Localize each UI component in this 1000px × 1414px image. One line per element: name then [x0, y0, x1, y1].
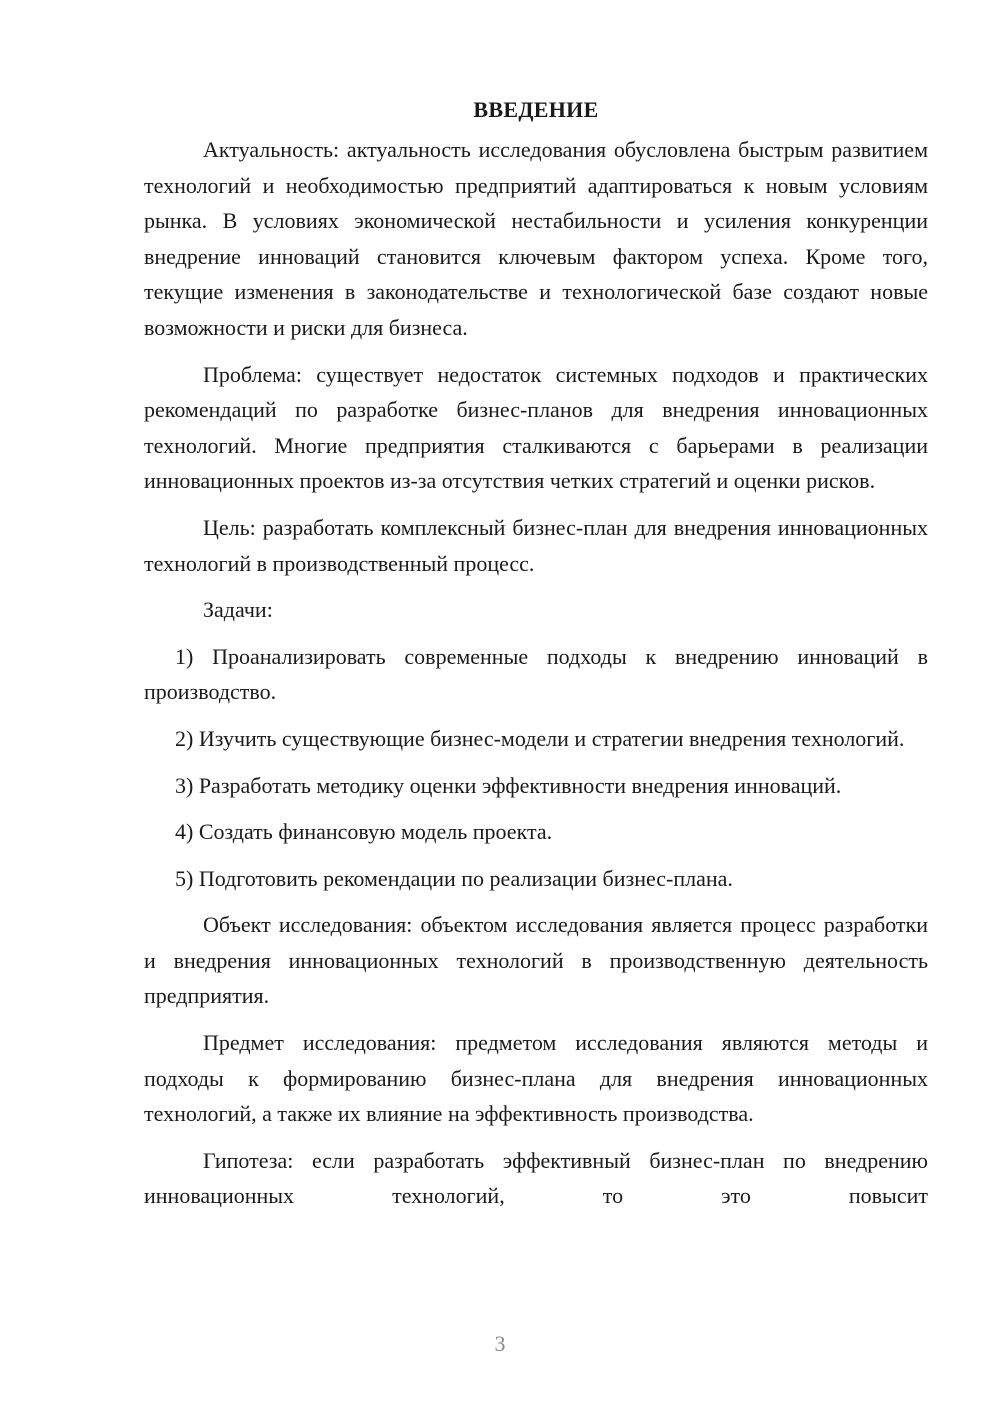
page-number: 3	[494, 1331, 506, 1356]
task-item-3: 3) Разработать методику оценки эффективности внедрения инноваций.	[175, 772, 842, 798]
task-item-5: 5) Подготовить рекомендации по реализации бизнес-плана.	[175, 865, 733, 891]
paragraph-subject: Предмет исследования: предметом исследования являются методы и подходы к формированию бизнес-плана для внедрения инновационных технологий, а также их влияние на эффективность производства.	[144, 1030, 928, 1127]
task-item-2: 2) Изучить существующие бизнес-модели и стратегии внедрения технологий.	[175, 725, 905, 751]
paragraph-object: Объект исследования: объектом исследования является процесс разработки и внедрения инновационных технологий в производственную деятельность предприятия.	[144, 912, 928, 1009]
page-content	[144, 92, 928, 1225]
task-item-1: 1) Проанализировать современные подходы к внедрению инноваций в производство.	[144, 643, 928, 705]
section-heading: ВВЕДЕНИЕ	[473, 97, 599, 122]
paragraph-goal: Цель: разработать комплексный бизнес-план для внедрения инновационных технологий в производственный процесс.	[144, 514, 928, 576]
paragraph-hypothesis: Гипотеза: если разработать эффективный бизнес-план по внедрению инновационных технологий, то это повысит	[144, 1147, 928, 1209]
paragraph-relevance: Актуальность: актуальность исследования обусловлена быстрым развитием технологий и необходимостью предприятий адаптироваться к новым условиям рынка. В условиях экономической нестабильности и усиления конкуренции внедрение инноваций становится ключевым фактором успеха. Кроме того, текущие изменения в законодательстве и технологической базе создают новые возможности и риски для бизнеса.	[144, 137, 928, 340]
task-item-4: 4) Создать финансовую модель проекта.	[175, 819, 553, 845]
paragraph-problem: Проблема: существует недостаток системных подходов и практических рекомендаций по разработке бизнес-планов для внедрения инновационных технологий. Многие предприятия сталкиваются с барьерами в реализации инновационных проектов из-за отсутствия четких стратегий и оценки рисков.	[144, 361, 928, 494]
tasks-label: Задачи:	[203, 597, 273, 623]
